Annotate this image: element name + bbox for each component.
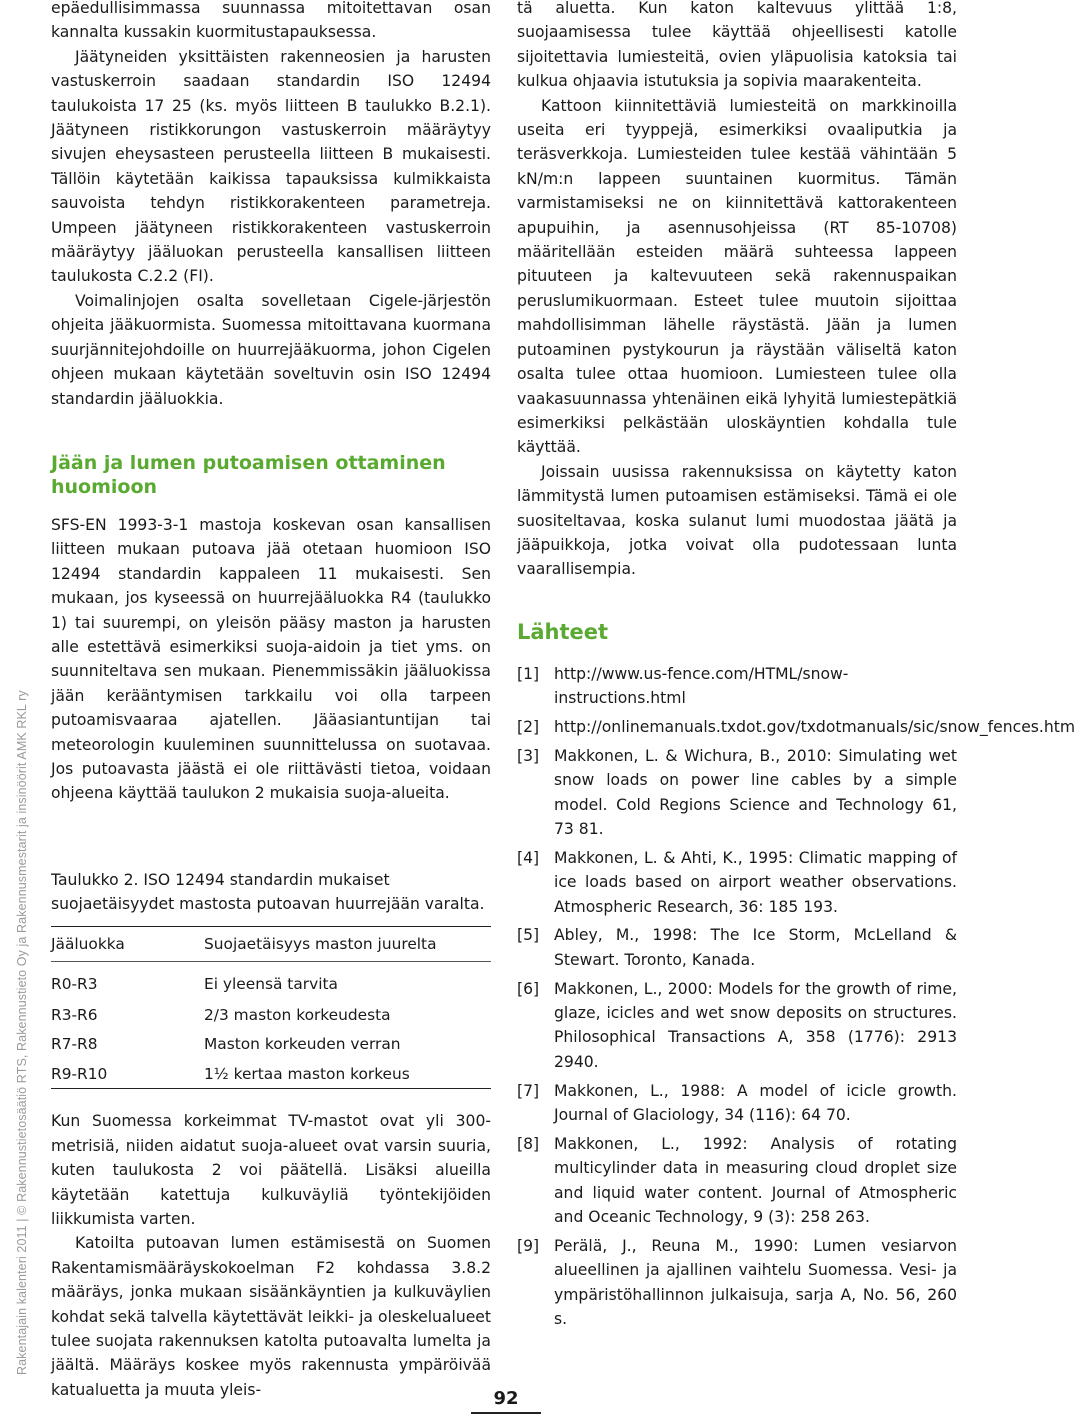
sidebar-copyright (0, 0, 29, 1420)
left-column (51, 0, 491, 1402)
reference-number: [2] (517, 717, 540, 736)
reference-item (517, 846, 957, 919)
table-cell-ice-class: R9-R10 (51, 1064, 108, 1083)
reference-text: http://www.us-fence.com/HTML/snow-instructions.html (554, 664, 849, 708)
references-list (517, 662, 1075, 1332)
table-row (51, 1000, 491, 1030)
table-cell-distance: Ei yleensä tarvita (204, 974, 338, 993)
table-cell-ice-class: R7-R8 (51, 1035, 98, 1054)
reference-text: Makkonen, L., 1988: A model of icicle growth. Journal of Glaciology, 34 (116): 64 70. (554, 1081, 957, 1124)
table-row (51, 1029, 491, 1059)
table-cell-ice-class: R3-R6 (51, 1005, 98, 1024)
reference-item (517, 1132, 957, 1230)
paragraph-roof-continuation: tä aluetta. Kun katon kaltevuus ylittää 1:8, suojaamisessa tulee käyttää ohjeellisesti katolle sijoitettavia lumiesteitä, ovien yläpuolisia katoksia tai kulkua ohjaavia istutuksia ja sopivia maarakenteita. (517, 0, 957, 91)
reference-item (517, 744, 957, 842)
right-column (517, 0, 1075, 1336)
paragraph-roof-snow: Katoilta putoavan lumen estämisestä on Suomen Rakentamismääräyskokoelman F2 kohdassa 3.8.2 määräys, jonka mukaan sisäänkäyntien ja kulkuväylien kohdat sekä talvella käytettävät leikki- ja oleskelualueet tulee suojata rakennuksen katolta putoavalta lumelta ja jäältä. Määräys koskee myös rakennusta ympäröivää katualuetta ja muuta yleis- (51, 1234, 491, 1399)
references-heading: Lähteet (517, 619, 609, 644)
table-header-row (51, 926, 491, 961)
reference-text: Makkonen, L., 1992: Analysis of rotating multicylinder data in measuring cloud droplet size and liquid water content. Journal of Atmospheric and Oceanic Technology, 9 (3): 258 263. (554, 1134, 957, 1227)
table-row (51, 1059, 491, 1089)
table-row (51, 961, 491, 1000)
reference-text: Makkonen, L. & Ahti, K., 1995: Climatic mapping of ice loads based on airport weather observations. Atmospheric Research, 36: 185 193. (554, 848, 957, 916)
reference-text: Perälä, J., Reuna M., 1990: Lumen vesiarvon alueellinen ja ajallinen vaihtelu Suomessa. Vesi- ja ympäristöhallinnon julkaisuja, sarja A, No. 56, 260 s. (554, 1236, 957, 1329)
paragraph-drag-coefficient: Jäätyneiden yksittäisten rakenneosien ja harusten vastuskerroin saadaan standardin ISO 12494 taulukoista 17 25 (ks. myös liitteen B taulukko B.2.1). Jäätyneen ristikkorungon vastuskerroin määräytyy sivujen eheysasteen perusteella liitteen B mukaisesti. Tällöin käytetään kaikissa tapauksissa kulmikkaista sauvoista tehdyn ristikkorakenteen parametreja. Umpeen jäätyneen ristikkorakenteen vastuskerroin määräytyy jääluokan perusteella kansallisen liitteen taulukosta C.2.2 (FI). (51, 47, 491, 286)
reference-text: Abley, M., 1998: The Ice Storm, McLelland & Stewart. Toronto, Kanada. (554, 926, 957, 969)
paragraph-snow-guards: Kattoon kiinnitettäviä lumiesteitä on markkinoilla useita eri tyyppejä, esimerkiksi ovaaliputkia ja teräsverkkoja. Lumiesteiden tulee kestää vähintään 5 kN/m:n lappeen suuntainen kuormitus. Tämän varmistamiseksi ne on kiinnitettävä kattorakenteen apupuihin, ja asennusohjeissa (RT 85-10708) määritellään esteiden määrä suhteessa lappeen pituuteen ja kaltevuuteen sekä rakennuspaikan peruslumikuormaan. Esteet tulee muutoin sijoittaa mahdollisimman lähelle räystästä. Jään ja lumen putoaminen pystykourun ja räystään väliseltä katon osalta tulee ottaa huomioon. Lumiesteen tulee olla vaakasuunnassa yhtenäinen eikä lyhyitä lumiestepätkiä esimerkiksi pelkästään uloskäyntien kohdalla tule käyttää. (517, 96, 957, 457)
reference-item (517, 1079, 957, 1128)
reference-number: [9] (517, 1236, 540, 1255)
table-cell-distance: Maston korkeuden verran (204, 1035, 401, 1054)
paragraph-tv-masts: Kun Suomessa korkeimmat TV-mastot ovat yli 300-metrisiä, niiden aidatut suoja-alueet ovat varsin suuria, kuten taulukosta 2 voi päätellä. Lisäksi alueilla käytetään katettuja kulkuväyliä työntekijöiden liikkumista varten. (51, 1112, 491, 1228)
reference-item (517, 662, 957, 711)
reference-item (517, 977, 957, 1075)
page-number: 92 (471, 1388, 541, 1414)
reference-item (517, 715, 1075, 739)
paragraph-continuation: epäedullisimmassa suunnassa mitoitettavan osan kannalta kussakin kuormitustapauksessa. (51, 0, 491, 42)
reference-number: [1] (517, 664, 540, 683)
table-cell-distance: 1½ kertaa maston korkeus (204, 1064, 410, 1083)
reference-number: [6] (517, 979, 540, 998)
table-cell-distance: 2/3 maston korkeudesta (204, 1005, 391, 1024)
reference-number: [8] (517, 1134, 540, 1153)
safety-distance-table (51, 926, 491, 1090)
reference-number: [3] (517, 746, 540, 765)
table-header-distance: Suojaetäisyys maston juurelta (204, 926, 491, 961)
reference-number: [5] (517, 926, 540, 945)
reference-text: Makkonen, L., 2000: Models for the growth of rime, glaze, icicles and wet snow deposits on structures. Philosophical Transactions A, 358 (1776): 2913 2940. (554, 979, 957, 1071)
table-header-ice-class: Jääluokka (51, 926, 204, 961)
copyright-text: Rakentajain kalenteri 2011 | © Rakennustietosäätiö RTS, Rakennustieto Oy ja Rakennusmestarit ja insinöörit AMK RKL ry (15, 690, 29, 1375)
reference-item (517, 1234, 957, 1332)
paragraph-power-lines: Voimalinjojen osalta sovelletaan Cigele-järjestön ohjeita jääkuormista. Suomessa mitoittavana kuormana suurjännitejohdoille on huurrejääkuorma, johon Cigelen ohjeen mukaan käytetään soveltuvin osin ISO 12494 standardin jääluokkia. (51, 291, 491, 408)
reference-item (517, 923, 957, 972)
reference-text: http://onlinemanuals.txdot.gov/txdotmanuals/sic/snow_fences.htm (554, 717, 1075, 736)
table-caption: Taulukko 2. ISO 12494 standardin mukaiset suojaetäisyydet mastosta putoavan huurrejään varalta. (51, 870, 485, 913)
paragraph-falling-ice: SFS-EN 1993-3-1 mastoja koskevan osan kansallisen liitteen mukaan putoava jää otetaan huomioon ISO 12494 standardin kappaleen 11 mukaisesti. Sen mukaan, jos kyseessä on huurrejääluokka R4 (taulukko 1) tai suurempi, on yleisön pääsy maston ja harusten alle estettävä esimerkiksi suoja-aidoin ja tiet yms. on suunniteltava sen mukaan. Pienemmissäkin jääluokissa jään kerääntymisen tarkkailu voi olla tarpeen putoamisvaaraa ajatellen. Jääasiantuntijan tai meteorologin kuuleminen suunnittelussa on suotavaa. Jos putoavasta jäästä ei ole riittävästi tietoa, voidaan ohjeena käyttää taulukon 2 mukaisia suoja-alueita. (51, 515, 491, 803)
reference-number: [7] (517, 1081, 540, 1100)
table-cell-ice-class: R0-R3 (51, 974, 98, 993)
reference-text: Makkonen, L. & Wichura, B., 2010: Simulating wet snow loads on power line cables by a simple model. Cold Regions Science and Technology 61, 73 81. (554, 746, 957, 838)
paragraph-roof-heating: Joissain uusissa rakennuksissa on käytetty katon lämmitystä lumen putoamisen estämiseksi. Tämä ei ole suositeltavaa, koska sulanut lumi muodostaa jäätä ja jääpuikkoja, jotka voivat olla pudotessaan lunta vaarallisempia. (517, 462, 957, 579)
reference-number: [4] (517, 848, 540, 867)
section-heading-falling-ice: Jään ja lumen putoamisen ottaminen huomioon (51, 451, 446, 498)
